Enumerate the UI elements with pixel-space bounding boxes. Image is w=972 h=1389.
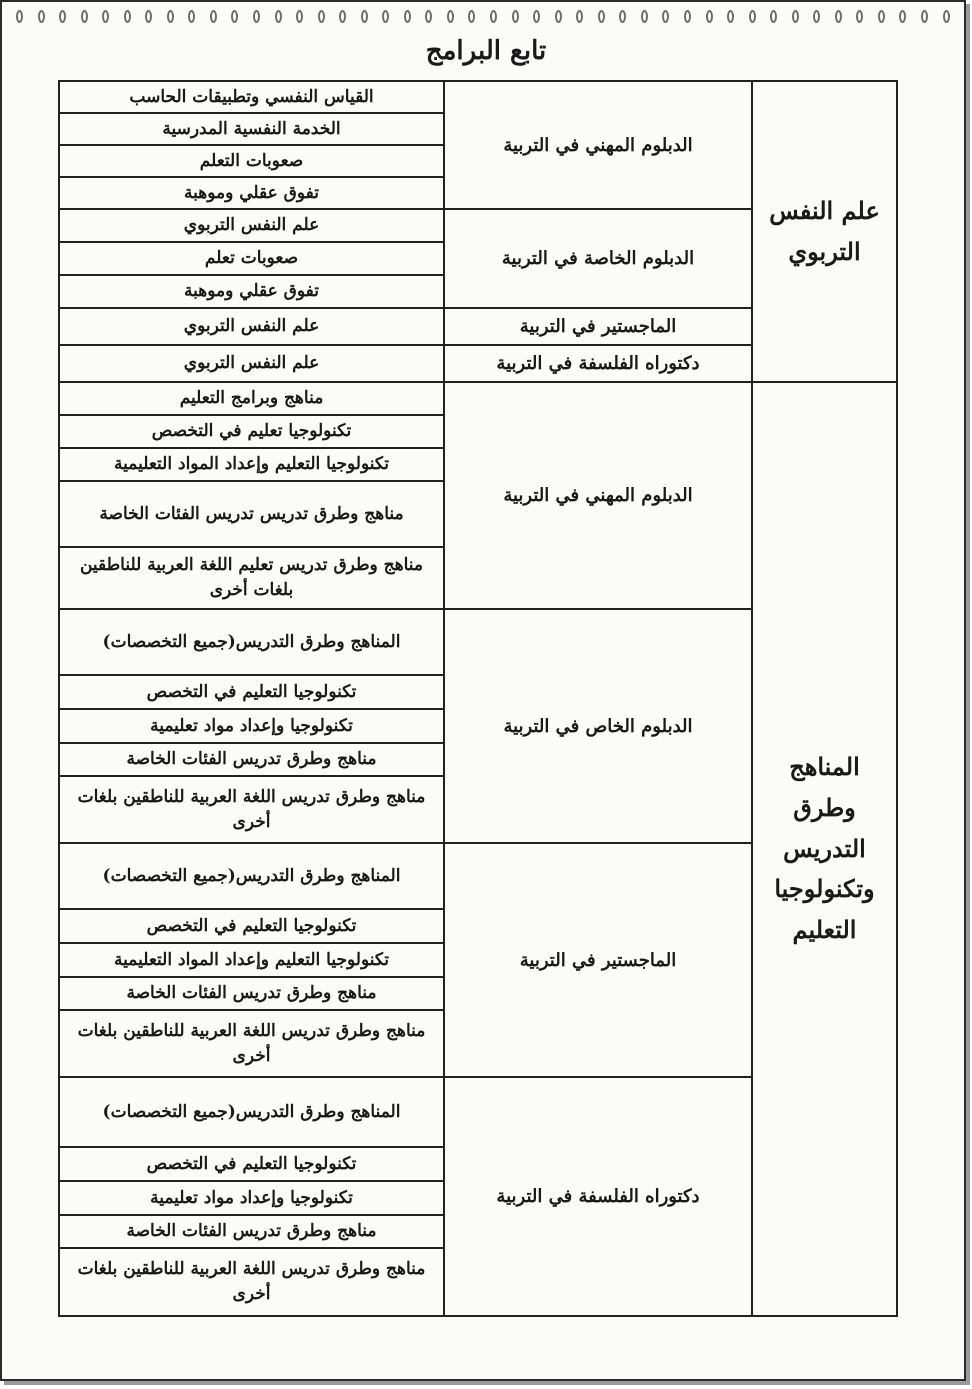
degree-name: دكتوراه الفلسفة في التربية: [444, 1077, 752, 1316]
specialization-name: المناهج وطرق التدريس(جميع التخصصات): [59, 1077, 444, 1147]
specialization-name: تكنولوجيا التعليم وإعداد المواد التعليمية: [59, 448, 444, 481]
table-row: [59, 81, 897, 113]
degree-name: الدبلوم المهني في التربية: [444, 81, 752, 209]
binding-ring: [641, 10, 648, 23]
binding-ring: [16, 10, 23, 23]
specialization-name: مناهج وبرامج التعليم: [59, 382, 444, 415]
binding-ring: [102, 10, 109, 23]
page-title: تابع البرامج: [425, 36, 547, 66]
binding-ring: [318, 10, 325, 23]
binding-ring: [598, 10, 605, 23]
binding-ring: [81, 10, 88, 23]
table-row: [59, 382, 897, 415]
specialization-name: تفوق عقلي وموهبة: [59, 177, 444, 209]
binding-ring: [878, 10, 885, 23]
specialization-name: المناهج وطرق التدريس(جميع التخصصات): [59, 843, 444, 909]
specialization-name: الخدمة النفسية المدرسية: [59, 113, 444, 145]
specialization-name: علم النفس التربوي: [59, 209, 444, 242]
binding-ring: [856, 10, 863, 23]
binding-ring: [813, 10, 820, 23]
binding-ring: [770, 10, 777, 23]
binding-ring: [296, 10, 303, 23]
binding-ring: [533, 10, 540, 23]
spiral-binding: [16, 6, 950, 26]
binding-ring: [576, 10, 583, 23]
programs-table: [58, 80, 898, 1317]
binding-ring: [404, 10, 411, 23]
specialization-name: مناهج وطرق تدريس تعليم اللغة العربية للناطقين بلغات أخرى: [59, 547, 444, 609]
specialization-name: صعوبات تعلم: [59, 242, 444, 275]
binding-ring: [619, 10, 626, 23]
specialization-name: تكنولوجيا وإعداد مواد تعليمية: [59, 1181, 444, 1215]
binding-ring: [555, 10, 562, 23]
binding-ring: [59, 10, 66, 23]
specialization-name: تكنولوجيا التعليم في التخصص: [59, 909, 444, 943]
degree-name: الدبلوم الخاصة في التربية: [444, 209, 752, 308]
binding-ring: [188, 10, 195, 23]
department-name: المناهج وطرق التدريس وتكنولوجيا التعليم: [752, 382, 897, 1316]
specialization-name: تكنولوجيا التعليم وإعداد المواد التعليمية: [59, 943, 444, 977]
specialization-name: تكنولوجيا تعليم في التخصص: [59, 415, 444, 448]
binding-ring: [684, 10, 691, 23]
specialization-name: مناهج وطرق تدريس اللغة العربية للناطقين بلغات أخرى: [59, 1010, 444, 1077]
department-name: علم النفس التربوي: [752, 81, 897, 382]
binding-ring: [899, 10, 906, 23]
binding-ring: [943, 10, 950, 23]
binding-ring: [425, 10, 432, 23]
binding-ring: [231, 10, 238, 23]
binding-ring: [447, 10, 454, 23]
specialization-name: علم النفس التربوي: [59, 308, 444, 345]
binding-ring: [361, 10, 368, 23]
binding-ring: [921, 10, 928, 23]
binding-ring: [835, 10, 842, 23]
specialization-name: مناهج وطرق تدريس الفئات الخاصة: [59, 743, 444, 776]
binding-ring: [490, 10, 497, 23]
specialization-name: تكنولوجيا وإعداد مواد تعليمية: [59, 709, 444, 743]
specialization-name: تكنولوجيا التعليم في التخصص: [59, 675, 444, 709]
specialization-name: مناهج وطرق تدريس الفئات الخاصة: [59, 1215, 444, 1248]
specialization-name: علم النفس التربوي: [59, 345, 444, 382]
binding-ring: [124, 10, 131, 23]
binding-ring: [145, 10, 152, 23]
specialization-name: تفوق عقلي وموهبة: [59, 275, 444, 308]
specialization-name: القياس النفسي وتطبيقات الحاسب: [59, 81, 444, 113]
binding-ring: [275, 10, 282, 23]
binding-ring: [210, 10, 217, 23]
specialization-name: مناهج وطرق تدريس اللغة العربية للناطقين بلغات أخرى: [59, 776, 444, 843]
specialization-name: مناهج وطرق تدريس الفئات الخاصة: [59, 977, 444, 1010]
binding-ring: [512, 10, 519, 23]
binding-ring: [749, 10, 756, 23]
degree-name: الدبلوم المهني في التربية: [444, 382, 752, 609]
programs-table-body: [59, 81, 897, 1316]
binding-ring: [382, 10, 389, 23]
binding-ring: [727, 10, 734, 23]
degree-name: الماجستير في التربية: [444, 308, 752, 345]
binding-ring: [706, 10, 713, 23]
specialization-name: مناهج وطرق تدريس اللغة العربية للناطقين بلغات أخرى: [59, 1248, 444, 1316]
binding-ring: [468, 10, 475, 23]
degree-name: دكتوراه الفلسفة في التربية: [444, 345, 752, 382]
specialization-name: صعوبات التعلم: [59, 145, 444, 177]
degree-name: الدبلوم الخاص في التربية: [444, 609, 752, 843]
binding-ring: [792, 10, 799, 23]
binding-ring: [38, 10, 45, 23]
specialization-name: المناهج وطرق التدريس(جميع التخصصات): [59, 609, 444, 675]
binding-ring: [662, 10, 669, 23]
binding-ring: [339, 10, 346, 23]
degree-name: الماجستير في التربية: [444, 843, 752, 1077]
binding-ring: [167, 10, 174, 23]
binding-ring: [253, 10, 260, 23]
specialization-name: مناهج وطرق تدريس تدريس الفئات الخاصة: [59, 481, 444, 547]
specialization-name: تكنولوجيا التعليم في التخصص: [59, 1147, 444, 1181]
